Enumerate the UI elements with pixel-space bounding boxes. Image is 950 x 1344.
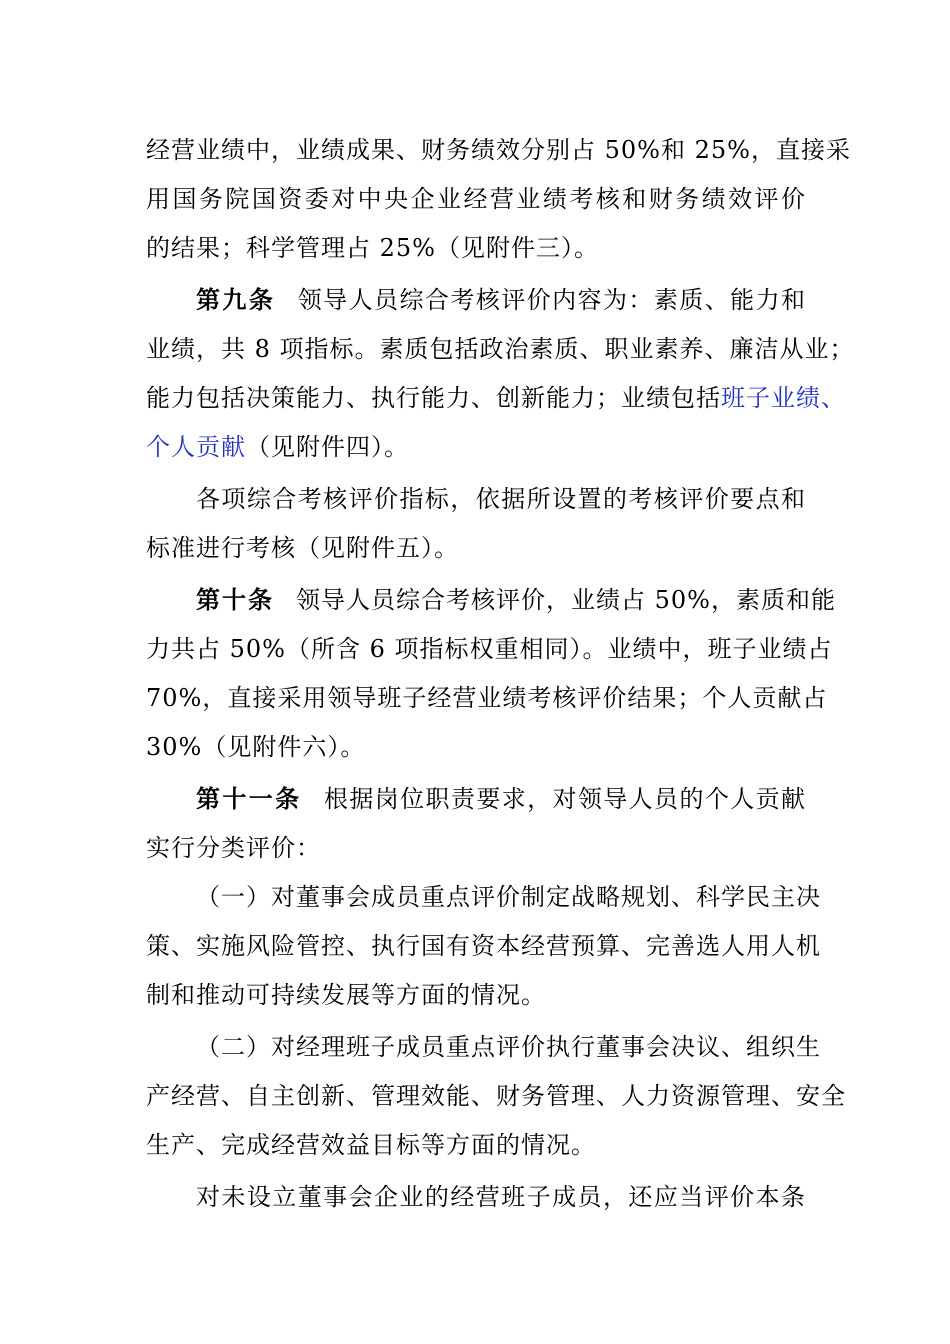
paragraph-line: 实行分类评价： — [146, 834, 321, 862]
article-9-line: 第九条 领导人员综合考核评价内容为：素质、能力和 — [196, 286, 807, 314]
paragraph-line: 产经营、自主创新、管理效能、财务管理、人力资源管理、安全 — [146, 1082, 846, 1110]
paragraph-line: 业绩，共 8 项指标。素质包括政治素质、职业素养、廉洁从业； — [146, 335, 855, 363]
link-personal-contribution[interactable]: 个人贡献 — [146, 433, 246, 461]
paragraph-line: 制和推动可持续发展等方面的情况。 — [146, 981, 546, 1009]
paragraph-line: （二）对经理班子成员重点评价执行董事会决议、组织生 — [196, 1033, 821, 1061]
paragraph-line: 生产、完成经营效益目标等方面的情况。 — [146, 1131, 596, 1159]
article-heading: 第九条 — [196, 286, 276, 314]
paragraph-line: 对未设立董事会企业的经营班子成员，还应当评价本条 — [196, 1183, 806, 1211]
paragraph-line: 经营业绩中，业绩成果、财务绩效分别占 50%和 25%，直接采 — [146, 136, 851, 164]
paragraph-line: 30%（见附件六）。 — [146, 733, 366, 761]
article-10-line: 第十条 领导人员综合考核评价，业绩占 50%，素质和能 — [196, 586, 836, 614]
paragraph-line: 标准进行考核（见附件五）。 — [146, 534, 459, 562]
paragraph-line: 各项综合考核评价指标，依据所设置的考核评价要点和 — [196, 485, 806, 513]
paragraph-line: 用国务院国资委对中央企业经营业绩考核和财务绩效评价 — [146, 185, 806, 213]
article-heading: 第十一条 — [196, 785, 302, 813]
paragraph-line: 策、实施风险管控、执行国有资本经营预算、完善选人用人机 — [146, 932, 821, 960]
paragraph-line: 70%，直接采用领导班子经营业绩考核评价结果；个人贡献占 — [146, 684, 828, 712]
paragraph-line: 的结果；科学管理占 25%（见附件三）。 — [146, 234, 599, 262]
paragraph-line: 个人贡献（见附件四）。 — [146, 433, 409, 461]
article-11-line: 第十一条 根据岗位职责要求，对领导人员的个人贡献 — [196, 785, 807, 813]
paragraph-line: 力共占 50%（所含 6 项指标权重相同）。业绩中，班子业绩占 — [146, 635, 833, 663]
paragraph-line: （一）对董事会成员重点评价制定战略规划、科学民主决 — [196, 883, 821, 911]
paragraph-line: 能力包括决策能力、执行能力、创新能力；业绩包括班子业绩、 — [146, 384, 846, 412]
article-heading: 第十条 — [196, 586, 274, 614]
link-team-performance[interactable]: 班子业绩、 — [721, 384, 846, 412]
